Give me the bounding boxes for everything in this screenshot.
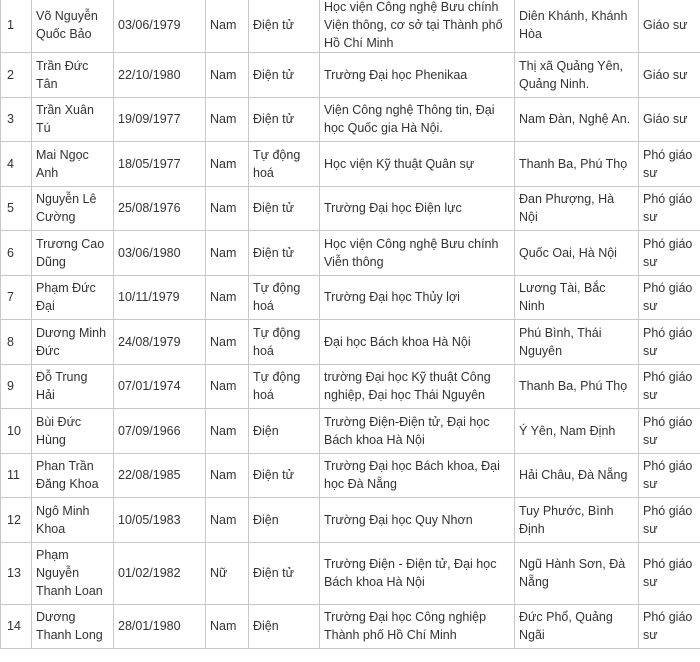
birth-date-cell: 25/08/1976 (114, 186, 206, 231)
full-name-cell: Trần Xuân Tú (32, 97, 114, 142)
academic-title-cell: Phó giáo sư (639, 453, 700, 498)
table-row (1, 0, 700, 53)
birth-date-cell: 24/08/1979 (114, 320, 206, 365)
institution-cell: trường Đại học Kỹ thuật Công nghiệp, Đại học Thái Nguyên (320, 364, 515, 409)
birth-date-cell: 10/05/1983 (114, 498, 206, 543)
birth-date-cell: 18/05/1977 (114, 142, 206, 187)
birth-date-cell: 28/01/1980 (114, 604, 206, 649)
table-row (1, 320, 700, 365)
academic-title-cell: Phó giáo sư (639, 364, 700, 409)
row-number-cell: 10 (1, 409, 32, 454)
academic-title-cell: Giáo sư (639, 0, 700, 53)
table-row (1, 97, 700, 142)
row-number-cell: 5 (1, 186, 32, 231)
institution-cell: Trường Đại học Bách khoa, Đại học Đà Nẵng (320, 453, 515, 498)
field-cell: Điện tử (249, 97, 320, 142)
institution-cell: Học viện Công nghệ Bưu chính Viễn thông (320, 231, 515, 276)
institution-cell: Trường Điện-Điện tử, Đại học Bách khoa Hà Nội (320, 409, 515, 454)
academic-title-cell: Giáo sư (639, 97, 700, 142)
gender-cell: Nam (206, 142, 249, 187)
birth-date-cell: 03/06/1980 (114, 231, 206, 276)
row-number-cell: 2 (1, 53, 32, 98)
full-name-cell: Bùi Đức Hùng (32, 409, 114, 454)
institution-cell: Trường Đại học Thủy lợi (320, 275, 515, 320)
full-name-cell: Mai Ngọc Anh (32, 142, 114, 187)
hometown-cell: Diên Khánh, Khánh Hòa (515, 0, 639, 53)
institution-cell: Trường Đại học Quy Nhơn (320, 498, 515, 543)
gender-cell: Nữ (206, 542, 249, 604)
table-row (1, 604, 700, 649)
hometown-cell: Lương Tài, Bắc Ninh (515, 275, 639, 320)
academic-title-cell: Phó giáo sư (639, 498, 700, 543)
hometown-cell: Hải Châu, Đà Nẵng (515, 453, 639, 498)
hometown-cell: Đức Phổ, Quảng Ngãi (515, 604, 639, 649)
field-cell: Điện tử (249, 0, 320, 53)
institution-cell: Học viện Công nghệ Bưu chính Viện thông, cơ sở tại Thành phố Hồ Chí Minh (320, 0, 515, 53)
gender-cell: Nam (206, 186, 249, 231)
full-name-cell: Nguyễn Lê Cường (32, 186, 114, 231)
hometown-cell: Phú Bình, Thái Nguyên (515, 320, 639, 365)
field-cell: Điện (249, 498, 320, 543)
hometown-cell: Thanh Ba, Phú Thọ (515, 364, 639, 409)
gender-cell: Nam (206, 53, 249, 98)
birth-date-cell: 01/02/1982 (114, 542, 206, 604)
birth-date-cell: 22/08/1985 (114, 453, 206, 498)
table-row (1, 364, 700, 409)
full-name-cell: Đỗ Trung Hải (32, 364, 114, 409)
field-cell: Điện (249, 409, 320, 454)
birth-date-cell: 10/11/1979 (114, 275, 206, 320)
academic-title-cell: Phó giáo sư (639, 186, 700, 231)
hometown-cell: Thanh Ba, Phú Thọ (515, 142, 639, 187)
row-number-cell: 13 (1, 542, 32, 604)
academic-title-cell: Phó giáo sư (639, 275, 700, 320)
field-cell: Điện tử (249, 231, 320, 276)
field-cell: Điện tử (249, 53, 320, 98)
academic-title-cell: Phó giáo sư (639, 542, 700, 604)
table-row (1, 498, 700, 543)
table-row (1, 186, 700, 231)
full-name-cell: Võ Nguyễn Quốc Bảo (32, 0, 114, 53)
institution-cell: Viện Công nghệ Thông tin, Đại học Quốc gia Hà Nội. (320, 97, 515, 142)
gender-cell: Nam (206, 320, 249, 365)
gender-cell: Nam (206, 364, 249, 409)
gender-cell: Nam (206, 498, 249, 543)
hometown-cell: Thị xã Quảng Yên, Quảng Ninh. (515, 53, 639, 98)
row-number-cell: 12 (1, 498, 32, 543)
institution-cell: Trường Đại học Công nghiệp Thành phố Hồ Chí Minh (320, 604, 515, 649)
row-number-cell: 1 (1, 0, 32, 53)
full-name-cell: Dương Minh Đức (32, 320, 114, 365)
row-number-cell: 8 (1, 320, 32, 365)
row-number-cell: 9 (1, 364, 32, 409)
row-number-cell: 11 (1, 453, 32, 498)
full-name-cell: Phạm Đức Đại (32, 275, 114, 320)
birth-date-cell: 07/09/1966 (114, 409, 206, 454)
field-cell: Điện tử (249, 453, 320, 498)
academic-title-cell: Phó giáo sư (639, 231, 700, 276)
table-row (1, 453, 700, 498)
table-row (1, 231, 700, 276)
row-number-cell: 4 (1, 142, 32, 187)
row-number-cell: 14 (1, 604, 32, 649)
institution-cell: Học viện Kỹ thuật Quân sự (320, 142, 515, 187)
academic-title-cell: Phó giáo sư (639, 409, 700, 454)
full-name-cell: Trần Đức Tân (32, 53, 114, 98)
gender-cell: Nam (206, 231, 249, 276)
academic-title-cell: Phó giáo sư (639, 320, 700, 365)
field-cell: Điện (249, 604, 320, 649)
table-row (1, 142, 700, 187)
gender-cell: Nam (206, 275, 249, 320)
hometown-cell: Đan Phượng, Hà Nội (515, 186, 639, 231)
field-cell: Tự động hoá (249, 364, 320, 409)
hometown-cell: Ý Yên, Nam Định (515, 409, 639, 454)
hometown-cell: Quốc Oai, Hà Nội (515, 231, 639, 276)
full-name-cell: Trương Cao Dũng (32, 231, 114, 276)
table-row (1, 542, 700, 604)
full-name-cell: Phan Trần Đăng Khoa (32, 453, 114, 498)
birth-date-cell: 19/09/1977 (114, 97, 206, 142)
hometown-cell: Tuy Phước, Bình Định (515, 498, 639, 543)
field-cell: Điện tử (249, 186, 320, 231)
academic-title-cell: Giáo sư (639, 53, 700, 98)
institution-cell: Đại học Bách khoa Hà Nội (320, 320, 515, 365)
full-name-cell: Ngô Minh Khoa (32, 498, 114, 543)
table-row (1, 409, 700, 454)
field-cell: Tự động hoá (249, 320, 320, 365)
birth-date-cell: 07/01/1974 (114, 364, 206, 409)
row-number-cell: 7 (1, 275, 32, 320)
row-number-cell: 3 (1, 97, 32, 142)
birth-date-cell: 22/10/1980 (114, 53, 206, 98)
full-name-cell: Dương Thanh Long (32, 604, 114, 649)
birth-date-cell: 03/06/1979 (114, 0, 206, 53)
row-number-cell: 6 (1, 231, 32, 276)
gender-cell: Nam (206, 453, 249, 498)
field-cell: Điện tử (249, 542, 320, 604)
full-name-cell: Phạm Nguyễn Thanh Loan (32, 542, 114, 604)
institution-cell: Trường Điện - Điện tử, Đại học Bách khoa Hà Nội (320, 542, 515, 604)
academic-title-cell: Phó giáo sư (639, 604, 700, 649)
table-body (1, 0, 700, 649)
gender-cell: Nam (206, 0, 249, 53)
institution-cell: Trường Đại học Phenikaa (320, 53, 515, 98)
gender-cell: Nam (206, 409, 249, 454)
gender-cell: Nam (206, 604, 249, 649)
gender-cell: Nam (206, 97, 249, 142)
institution-cell: Trường Đại học Điện lực (320, 186, 515, 231)
table-row (1, 275, 700, 320)
table-row (1, 53, 700, 98)
academic-title-cell: Phó giáo sư (639, 142, 700, 187)
field-cell: Tự động hoá (249, 275, 320, 320)
field-cell: Tự động hoá (249, 142, 320, 187)
hometown-cell: Ngũ Hành Sơn, Đà Nẵng (515, 542, 639, 604)
hometown-cell: Nam Đàn, Nghệ An. (515, 97, 639, 142)
